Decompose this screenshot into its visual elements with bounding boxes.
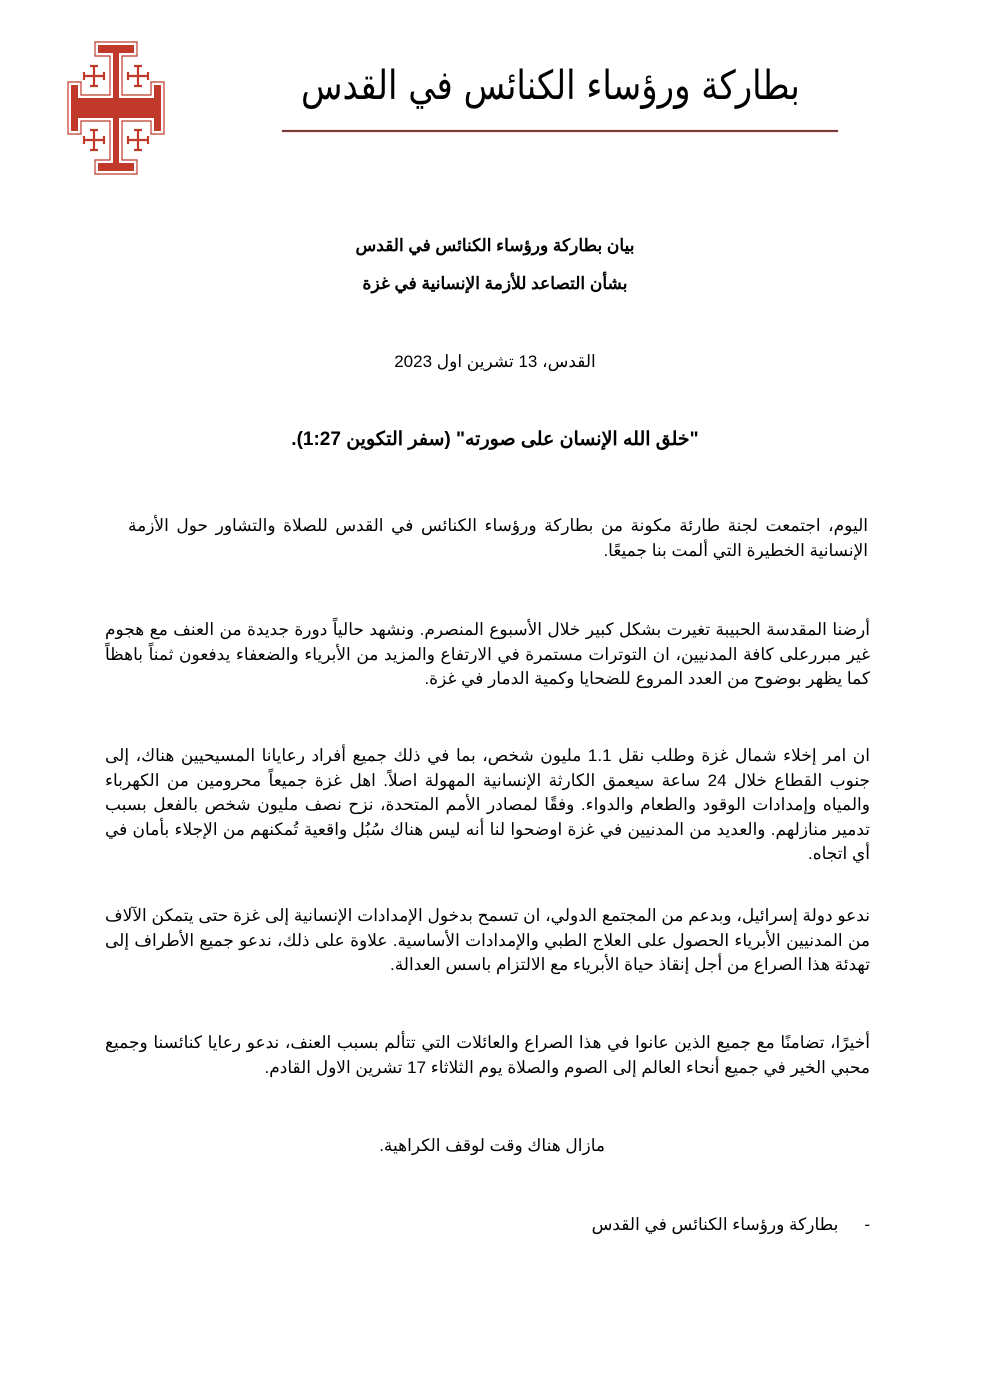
small-cross-icon (84, 66, 104, 86)
paragraph: أخيرًا، تضامنًا مع جميع الذين عانوا في هذا الصراع والعائلات التي تتألم بسبب العنف، ندعو رعايا كنائسنا وجميع محبي الخير في جميع أنحاء العالم إلى الصوم والصلاة يوم الثلاثاء 17 تشرين الاول القادم. (105, 1033, 870, 1077)
paragraph: ان امر إخلاء شمال غزة وطلب نقل 1.1 مليون شخص، بما في ذلك جميع أفراد رعايانا المسيحيين هناك، إلى جنوب القطاع خلال 24 ساعة سيعمق الكارثة الإنسانية المهولة اصلاً. اهل غزة جميعاً محرومين من الكهرباء والمياه وإمدادات الوقود والطعام والدواء. وفقًا لمصادر الأمم المتحدة، نزح نصف مليون شخص بالفعل بسبب تدمير منازلهم. والعديد من المدنيين في غزة اوضحوا لنا أنه ليس هناك سُبُل واقعية تُمكنهم من الإجلاء بأمان في أي اتجاه. (105, 746, 871, 863)
signature-text: بطاركة ورؤساء الكنائس في القدس (591, 1215, 839, 1234)
closing-line: مازال هناك وقت لوقف الكراهية. (379, 1136, 605, 1155)
dateline: القدس، 13 تشرين اول 2023 (394, 352, 596, 371)
header-divider (282, 130, 838, 132)
signature-bullet: - (864, 1215, 870, 1234)
paragraph: اليوم، اجتمعت لجنة طارئة مكونة من بطاركة ورؤساء الكنائس في القدس للصلاة والتشاور حول الأزمة الإنسانية الخطيرة التي ألمت بنا جميعًا. (128, 516, 868, 560)
organization-title: بطاركة ورؤساء الكنائس في القدس (301, 63, 800, 109)
scripture-quote: "خلق الله الإنسان على صورته" (سفر التكوين 1:27). (291, 429, 699, 450)
paragraph: ندعو دولة إسرائيل، وبدعم من المجتمع الدولي، ان تسمح بدخول الإمدادات الإنسانية إلى غزة حتى يتمكن الآلاف من المدنيين الأبرياء الحصول على العلاج الطبي والإمدادات الأساسية. علاوة على ذلك، ندعو جميع الأطراف إلى تهدئة هذا الصراع من أجل إنقاذ حياة الأبرياء مع الالتزام باسس العدالة. (105, 906, 870, 974)
statement-subheading: بشأن التصاعد للأزمة الإنسانية في غزة (362, 274, 628, 293)
signature (592, 1215, 870, 1235)
statement-heading: بيان بطاركة ورؤساء الكنائس في القدس (355, 236, 635, 255)
jerusalem-cross-icon (66, 40, 166, 176)
paragraph: أرضنا المقدسة الحبيبة تغيرت بشكل كبير خلال الأسبوع المنصرم. ونشهد حالياً دورة جديدة من العنف مع هجوم غير مبررعلى كافة المدنيين، ان التوترات مستمرة في الارتفاع والمزيد من الأبرياء والضعفاء يدفعون ثمناً باهظاً كما يظهر بوضوح من العدد المروع للضحايا وكمية الدمار في غزة. (105, 620, 870, 688)
